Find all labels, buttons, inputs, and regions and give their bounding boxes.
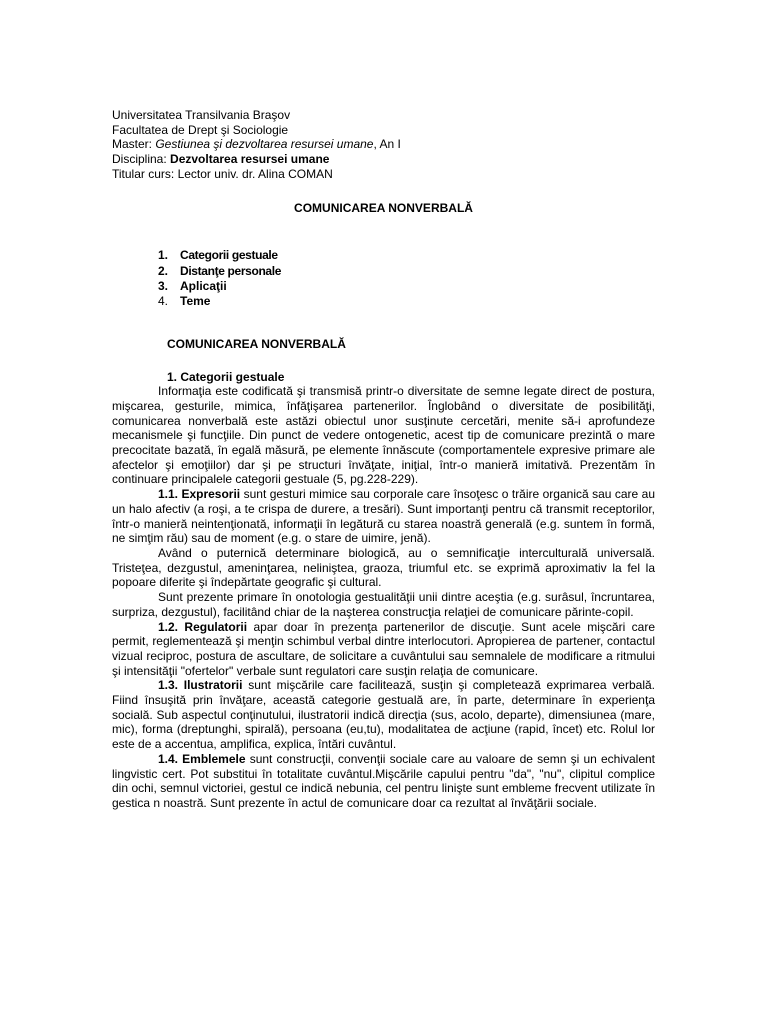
subsection-title: 1. Categorii gestuale [167, 369, 285, 384]
toc-item-number: 1. [158, 248, 169, 263]
course-holder-line: Titular curs: Lector univ. dr. Alina COMAN [112, 166, 333, 181]
paragraph-text: sunt mişcările care facilitează, susţin şi completează exprimarea verbală. Fiind însuşită prin învăţare, această categorie gestuală are, în parte, determinare în experienţa socială. Sub aspectul conţinutului, ilustratorii indică direcţia (sus, acolo, departe), dimensiunea (mare, mic), forma (dreptunghi, spirală), persoana (eu,tu), modalitatea de acţiune (rapid, încet) etc. Rolul lor este de a accentua, amplifica, explica, întări cuvântul. [112, 678, 655, 752]
paragraph-ilustratorii [112, 678, 655, 752]
master-year: , An I [373, 137, 401, 152]
paragraph-expresorii-ontology: Sunt prezente primare în onotologia gestualităţii unii dintre aceştia (e.g. surâsul, încruntarea, surpriza, dezgustul), facilitând chiar de la naşterea construcţia relaţiei de comunicare părinte-copil. [112, 590, 655, 619]
paragraph-text: sunt gesturi mimice sau corporale care însoţesc o trăire organică sau care au un halo afectiv (a roşi, a te crispa de durere, a tresări). Sunt importanţi pentru că transmit receptorilor, într-o manieră neintenţionată, informaţii în legătură cu starea noastră generală (e.g. suntem în formă, ne simţim rău) sau de moment (e.g. o stare de uimire, jenă). [112, 487, 656, 546]
term-emblemele: 1.4. Emblemele [158, 751, 246, 766]
master-line [112, 137, 655, 152]
paragraph-text: apar doar în prezenţa partenerilor de discuţie. Sunt acele mişcări care permit, reglementează şi menţin schimbul verbal dintre interlocutori. Apropierea de partener, contactul vizual reciproc, postura de ascultare, de solicitare a cuvântului sau semnalele de modificare a ritmului şi intensităţii "ofertelor" verbale sunt regulatori care susţin relaţia de comunicare. [112, 619, 655, 678]
term-regulatorii: 1.2. Regulatorii [158, 619, 248, 634]
toc-item-number: 4. [158, 294, 169, 309]
toc-item-number: 3. [158, 279, 169, 294]
toc-item-label: Distanţe personale [180, 263, 282, 278]
faculty-line: Facultatea de Drept şi Sociologie [112, 122, 289, 137]
discipline-name: Dezvoltarea resursei umane [170, 152, 330, 167]
toc-item-label: Aplicaţii [180, 279, 227, 294]
toc-item [158, 294, 655, 309]
term-expresorii: 1.1. Expresorii [158, 487, 241, 502]
toc-item [158, 248, 655, 263]
toc-item-label: Teme [180, 294, 211, 309]
intro-paragraph: Informaţia este codificată şi transmisă printr-o diversitate de semne legate direct de postura, mişcarea, gesturile, mimica, înfăţişarea partenerilor. Înglobând o diversitate de posibilităţi, comunicarea nonverbală este astăzi obiectul unor susţinute cercetări, menite să-i aprofundeze mecanismele şi funcţiile. Din punct de vedere ontogenetic, acest tip de comunicare prezintă o mare precocitate bazată, în egală măsură, pe elemente înnăscute (comportamentele expresive primare ale afectelor şi emoţiilor) dar şi pe structuri învăţate, iniţial, într-o manieră imitativă. Prezentăm în continuare principalele categorii gestuale (5, pg.228-229). [112, 384, 655, 487]
master-name: Gestiunea şi dezvoltarea resursei umane [155, 137, 374, 152]
document-title: COMUNICAREA NONVERBALĂ [294, 200, 473, 215]
toc-item-label: Categorii gestuale [180, 248, 278, 263]
term-ilustratorii: 1.3. Ilustratorii [158, 678, 243, 693]
section-title: COMUNICAREA NONVERBALĂ [167, 336, 346, 351]
toc-item-number: 2. [158, 263, 169, 278]
paragraph-text: sunt construcţii, convenţii sociale care au valoare de semn şi un echivalent lingvistic cert. Pot substitui în totalitate cuvântul.Mişcările capului pentru "da", "nu", clipitul complice din ochi, semnul victoriei, gestul ce indică nebunia, cel pentru linişte sunt embleme frecvent utilizate în gestica n noastră. Sunt prezente în actul de comunicare doar ca rezultat al învăţării sociale. [112, 751, 656, 810]
toc-item [158, 264, 655, 279]
paragraph-expresorii-biology: Având o puternică determinare biologică, au o semnificaţie interculturală universală. Tristeţea, dezgustul, ameninţarea, neliniştea, graoza, triumful etc. se exprimă aproximativ la fel la popoare diferite şi îndepărtate geografic şi cultural. [112, 545, 655, 590]
discipline-label: Disciplina: [112, 152, 171, 167]
table-of-contents [158, 248, 655, 310]
toc-item [158, 279, 655, 294]
paragraph-expresorii [112, 487, 655, 546]
master-label: Master: [112, 137, 156, 152]
document-body [112, 384, 655, 810]
discipline-line [112, 152, 655, 167]
paragraph-regulatorii [112, 620, 655, 679]
document-header [112, 108, 655, 182]
university-line: Universitatea Transilvania Braşov [112, 108, 291, 122]
document-page [112, 108, 655, 811]
paragraph-emblemele [112, 752, 655, 811]
